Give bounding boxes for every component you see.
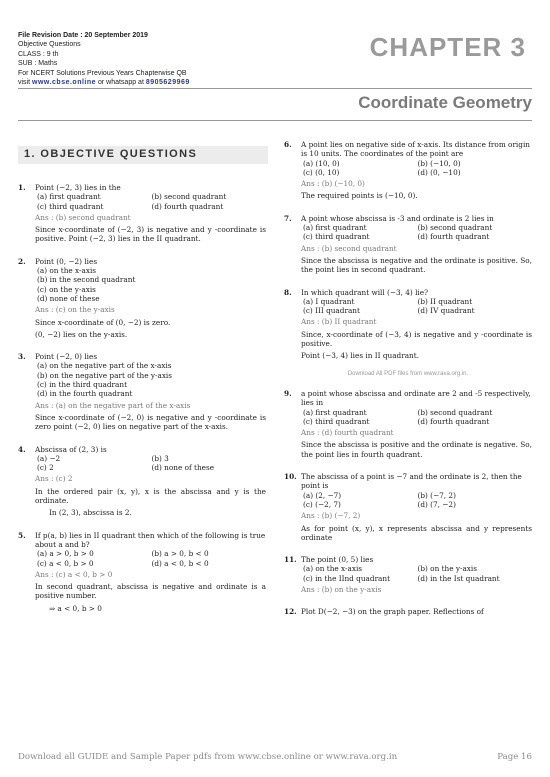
right-column [284, 140, 532, 630]
answer: Ans : (c) 2 [35, 474, 73, 484]
chapter-subtitle: Coordinate Geometry [358, 93, 532, 112]
revision-date: File Revision Date : 20 September 2019 [18, 32, 148, 39]
explanation: The required points is (−10, 0). [301, 191, 418, 201]
explanation: As for point (x, y), x represents abscissa and y represents ordinate [301, 523, 532, 542]
answer: Ans : (b) second quadrant [301, 243, 397, 253]
question-text: In which quadrant will (−3, 4) lie? [301, 287, 428, 297]
explanation: Since x-coordinate of (−2, 3) is negative and y -coordinate is positive. Point (−2, 3) lies in the II quadrant. [35, 225, 266, 244]
question-number: 6. [284, 140, 292, 149]
answer: Ans : (c) on the y-axis [35, 305, 115, 315]
explanation: Since x-coordinate of (0, −2) is zero. [35, 317, 171, 327]
question-text: Point (−2, 3) lies in the [35, 183, 121, 192]
options-grid [35, 454, 266, 473]
option: (d) (7, −2) [417, 499, 456, 509]
option: (c) on the y-axis [37, 284, 96, 294]
option: (b) second quadrant [417, 407, 493, 417]
explanation-center: In (2, 3), abscissa is 2. [49, 508, 132, 518]
explanation: Since the abscissa is positive and the ordinate is negative. So, the point lies in fourth quadrant. [301, 440, 532, 459]
divider [18, 120, 532, 121]
option: (a) on the x-axis [303, 564, 363, 574]
option: (c) (−2, 7) [303, 499, 341, 509]
option: (b) 3 [151, 453, 169, 463]
option: (a) first quadrant [303, 407, 367, 417]
explanation: Since, x-coordinate of (−3, 4) is negative and y -coordinate is positive. [301, 329, 532, 349]
option: (d) fourth quadrant [151, 201, 224, 211]
question-number: 3. [18, 352, 26, 362]
question-number: 4. [18, 444, 26, 454]
options-grid [301, 408, 532, 427]
option: (c) in the IInd quadrant [303, 573, 391, 583]
section-title: 1. OBJECTIVE QUESTIONS [24, 148, 198, 160]
question-number: 10. [284, 472, 297, 482]
option: (c) third quadrant [303, 416, 370, 426]
question-number: 12. [284, 607, 297, 617]
question-item [284, 288, 532, 361]
download-banner[interactable]: Download All PDF files from www.rava.org.in. [347, 370, 469, 377]
question-text: Plot D(−2, −3) on the graph paper. Reflections of [301, 607, 484, 617]
question-number: 2. [18, 256, 26, 266]
visit-line [18, 78, 190, 87]
options-grid [301, 223, 532, 242]
question-number: 7. [284, 213, 292, 223]
footer [18, 752, 532, 762]
question-item [18, 531, 266, 613]
meta-line: CLASS : 9 th [18, 50, 59, 58]
question-number: 1. [18, 183, 26, 192]
option: (c) III quadrant [303, 306, 360, 316]
question-number: 5. [18, 530, 26, 540]
options-grid [35, 549, 266, 568]
meta-line: SUB : Maths [18, 60, 58, 68]
option: (b) II quadrant [417, 296, 473, 306]
options-grid [301, 297, 532, 316]
visit-mid: or whatsapp at [96, 79, 146, 87]
option: (d) none of these [151, 463, 215, 473]
option: (d) a < 0, b < 0 [151, 558, 209, 568]
option: (d) in the Ist quadrant [417, 573, 500, 583]
option: (c) in the third quadrant [37, 380, 128, 390]
question-item [18, 445, 266, 518]
question-text: a point whose abscissa and ordinate are 2 and -5 respectively, lies in [301, 388, 531, 408]
option: (b) in the second quadrant [37, 275, 136, 285]
question-item [18, 183, 266, 244]
question-number: 9. [284, 388, 292, 398]
explanation: In second quadrant, abscissa is negative and ordinate is a positive number. [35, 582, 266, 601]
section-header [18, 146, 268, 164]
option: (b) (−10, 0) [417, 158, 461, 168]
answer: Ans : (b) (−10, 0) [301, 179, 365, 189]
question-text: A point lies on negative side of x-axis. Its distance from origin is 10 units. The coordinates of the point are [301, 140, 530, 159]
options-grid [301, 564, 532, 583]
question-text: A point whose abscissa is -3 and ordinate is 2 lies in [301, 213, 494, 223]
option: (a) a > 0, b > 0 [37, 549, 94, 559]
option: (b) on the negative part of the y-axis [37, 370, 173, 380]
meta-line: Objective Questions [18, 41, 81, 49]
explanation: Point (−3, 4) lies in II quadrant. [301, 351, 420, 361]
header-meta [18, 31, 190, 87]
option: (b) (−7, 2) [417, 490, 456, 500]
chapter-title: CHAPTER 3 [369, 32, 526, 62]
option: (c) a < 0, b > 0 [37, 558, 94, 568]
answer: Ans : (b) second quadrant [35, 212, 131, 222]
question-item [284, 389, 532, 459]
option: (d) none of these [37, 293, 100, 303]
option: (d) in the fourth quadrant [37, 389, 133, 399]
meta-line: For NCERT Solutions Previous Years Chapterwise QB [18, 69, 187, 77]
question-item [284, 472, 532, 542]
option: (d) fourth quadrant [417, 232, 490, 242]
answer: Ans : (b) (−7, 2) [301, 511, 361, 521]
question-text: The point (0, 5) lies [301, 555, 374, 565]
option: (a) (10, 0) [303, 158, 340, 168]
explanation: Since the abscissa is negative and the ordinate is positive. So, the point lies in second quadrant. [301, 255, 532, 275]
option: (c) third quadrant [37, 201, 104, 211]
answer: Ans : (d) fourth quadrant [301, 428, 394, 438]
options-grid [301, 159, 532, 178]
option: (a) I quadrant [303, 296, 355, 306]
question-text: If p(a, b) lies in II quadrant then which of the following is true about a and b? [35, 530, 266, 549]
question-text: The abscissa of a point is −7 and the ordinate is 2, then the point is [301, 472, 522, 491]
option: (c) 2 [37, 463, 54, 473]
explanation: In the ordered pair (x, y), x is the abscissa and y is the ordinate. [35, 486, 266, 506]
option: (b) a > 0, b < 0 [151, 549, 209, 559]
option: (d) fourth quadrant [417, 416, 490, 426]
website-link[interactable]: www.cbse.online [32, 79, 97, 87]
question-item [18, 257, 266, 339]
option: (a) first quadrant [303, 223, 367, 233]
question-text: Point (0, −2) lies [35, 256, 98, 266]
answer: Ans : (b) on the y-axis [301, 584, 382, 594]
option: (c) (0, 10) [303, 167, 340, 177]
option: (a) on the x-axis [37, 266, 97, 276]
question-item [284, 214, 532, 275]
question-item [284, 555, 532, 594]
question-text: Abscissa of (2, 3) is [35, 444, 107, 454]
visit-prefix: visit [18, 79, 32, 87]
left-column [18, 183, 266, 626]
option: (b) on the y-axis [417, 564, 477, 574]
option: (b) second quadrant [417, 223, 493, 233]
phone-number: 8905629969 [145, 79, 190, 87]
answer: Ans : (a) on the negative part of the x-axis [35, 400, 191, 410]
question-text: Point (−2, 0) lies [35, 352, 98, 362]
question-item [18, 352, 266, 431]
footer-text: Download all GUIDE and Sample Paper pdfs from www.cbse.online or www.rava.org.in [18, 752, 398, 762]
question-number: 11. [284, 555, 297, 565]
question-item [284, 607, 532, 616]
option: (a) first quadrant [37, 192, 101, 202]
option: (d) IV quadrant [417, 306, 475, 316]
option: (a) −2 [37, 453, 61, 463]
option: (d) (0, −10) [417, 167, 461, 177]
explanation: Since x-coordinate of (−2, 0) is negative and y -coordinate is zero point (−2, 0) lies on negative part of the x-axis. [35, 412, 266, 432]
explanation-center: ⇒ a < 0, b > 0 [49, 603, 102, 613]
page-number: Page 16 [497, 752, 532, 762]
option: (b) second quadrant [151, 192, 227, 202]
answer: Ans : (b) II quadrant [301, 317, 377, 327]
question-item [284, 140, 532, 201]
option: (a) on the negative part of the x-axis [37, 361, 172, 371]
explanation: (0, −2) lies on the y-axis. [35, 329, 128, 339]
option: (a) (2, −7) [303, 490, 342, 500]
option: (c) third quadrant [303, 232, 370, 242]
divider [18, 88, 532, 89]
options-grid [35, 192, 266, 211]
options-grid [301, 491, 532, 510]
question-number: 8. [284, 287, 292, 297]
answer: Ans : (c) a < 0, b > 0 [35, 569, 113, 579]
